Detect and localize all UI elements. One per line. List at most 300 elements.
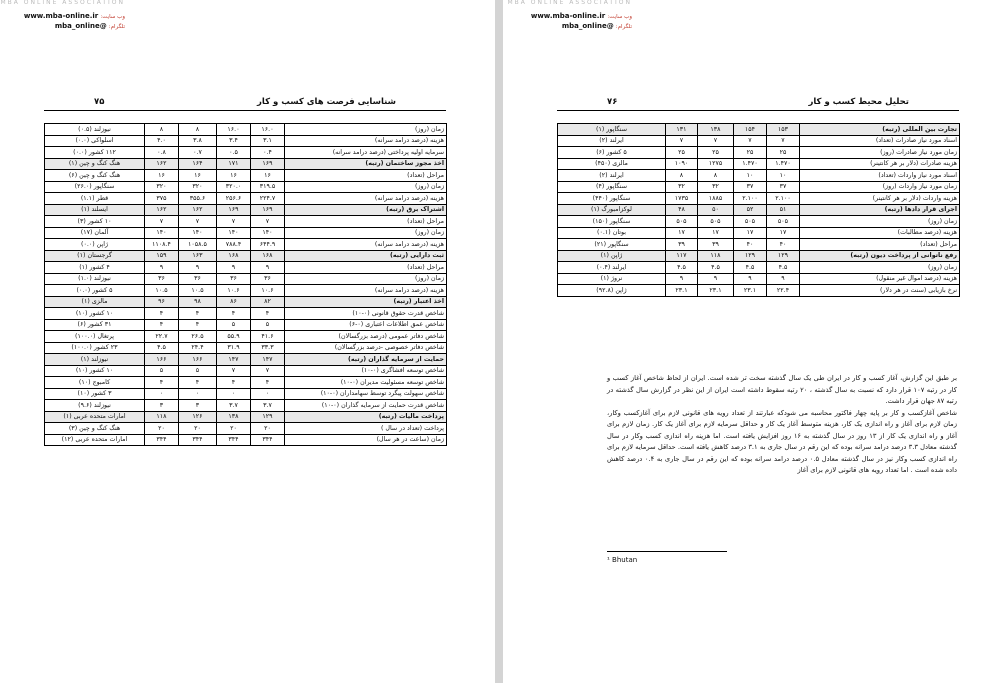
value-cell: ۴.۵ (145, 342, 179, 354)
value-cell: ۷ (251, 365, 285, 377)
value-cell: ۱۷ (666, 227, 698, 239)
value-cell: ۰ (251, 388, 285, 400)
value-cell: ۷ (145, 216, 179, 228)
value-cell: ۴ (179, 377, 217, 389)
telegram-link[interactable]: @mba_online (54, 22, 107, 30)
table-row (558, 285, 960, 297)
value-cell: ۱۷۱ (217, 158, 251, 170)
table-row (45, 388, 447, 400)
value-cell: ۳۴۴ (251, 434, 285, 446)
value-cell: ۷ (179, 216, 217, 228)
value-cell: ۱۶۶ (145, 354, 179, 366)
indicator-label-cell: پرداخت (تعداد در سال ) (285, 423, 447, 435)
page-number: ۷۵ (94, 97, 105, 107)
value-cell: ۱۴۰ (145, 227, 179, 239)
value-cell: ۳۷ (734, 181, 767, 193)
value-cell: ۳.۷ (251, 400, 285, 412)
best-performer-cell: ایرلند (۲) (558, 135, 666, 147)
indicator-label-cell: زمان (روز) (800, 216, 960, 228)
footnote: ¹ Bhutan (607, 556, 638, 564)
telegram-label: تلگرام: (615, 24, 632, 30)
best-performer-cell: هنگ کنگ و چین (۳) (45, 423, 145, 435)
value-cell: ۴ (251, 308, 285, 320)
indicator-label-cell: زمان (روز) (285, 124, 447, 136)
value-cell: ۱۶.۰ (217, 124, 251, 136)
value-cell: ۴ (179, 319, 217, 331)
value-cell: ۷ (251, 216, 285, 228)
table-row (558, 158, 960, 170)
indicator-label-cell: ثبت دارایی (رتبه) (285, 250, 447, 262)
table-row (558, 193, 960, 205)
value-cell: ۱۴۰ (179, 227, 217, 239)
value-cell: ۳ (179, 400, 217, 412)
best-performer-cell: لوکزامبورگ (۱) (558, 204, 666, 216)
page-title: شناسایی فرصت های کسب و کار (256, 97, 396, 107)
value-cell: ۵۰۵ (698, 216, 734, 228)
table-row (45, 331, 447, 343)
value-cell: ۰ (217, 388, 251, 400)
table-row (45, 216, 447, 228)
value-cell: ۹ (145, 262, 179, 274)
value-cell: ۹ (251, 262, 285, 274)
value-cell: ۷ (767, 135, 800, 147)
value-cell: ۵ (145, 365, 179, 377)
value-cell: ۵۱ (767, 204, 800, 216)
table-row (558, 273, 960, 285)
table-row (558, 216, 960, 228)
best-performer-cell: ژاپن (۱) (558, 250, 666, 262)
value-cell: ۷ (698, 135, 734, 147)
value-cell: ۱۴۷ (251, 354, 285, 366)
value-cell: ۱۰ (734, 170, 767, 182)
value-cell: ۸ (666, 170, 698, 182)
best-performer-cell: ۳ کشور (۱۰) (45, 388, 145, 400)
value-cell: ۵۰۵ (666, 216, 698, 228)
table-row (558, 227, 960, 239)
best-performer-cell: نیوزلند (۱.۰) (45, 273, 145, 285)
value-cell: ۲۴.۴ (179, 342, 217, 354)
body-paragraph (607, 373, 957, 477)
value-cell: ۹۸ (179, 296, 217, 308)
value-cell: ۱۱۷ (666, 250, 698, 262)
best-performer-cell: آلمان (۱۷) (45, 227, 145, 239)
table-row (558, 181, 960, 193)
value-cell: ۱.۴۷۰ (734, 158, 767, 170)
value-cell: ۲.۱۰۰ (767, 193, 800, 205)
value-cell: ۲۲.۷ (145, 331, 179, 343)
table-row (45, 147, 447, 159)
footnote-divider (607, 551, 727, 552)
indicator-label-cell: شاخص دفاتر خصوصی -درصد بزرگسالان) (285, 342, 447, 354)
value-cell: ۲.۱۰۰ (734, 193, 767, 205)
value-cell: ۹ (698, 273, 734, 285)
value-cell: ۱۶۳ (179, 250, 217, 262)
value-cell: ۷ (217, 365, 251, 377)
value-cell: ۴.۰ (145, 135, 179, 147)
table-section-row (558, 124, 960, 136)
value-cell: ۱۶ (179, 170, 217, 182)
value-cell: ۹ (179, 262, 217, 274)
best-performer-cell: سنگاپور (۲۶.۰) (45, 181, 145, 193)
value-cell: ۴ (217, 308, 251, 320)
page-number: ۷۶ (607, 97, 618, 107)
logo-text: MBA ONLINE ASSOCIATION (507, 0, 632, 6)
value-cell: ۸۶ (217, 296, 251, 308)
site-url-link[interactable]: www.mba-online.ir (23, 12, 99, 20)
value-cell: ۳۶ (179, 273, 217, 285)
value-cell: ۲۶.۵ (179, 331, 217, 343)
table-row (45, 308, 447, 320)
best-performer-cell: ۳۱ کشور (۶) (45, 319, 145, 331)
value-cell: ۲۰ (179, 423, 217, 435)
value-cell: ۴ (217, 377, 251, 389)
indicator-label-cell: هزینه واردات (دلار بر هر کانتینر) (800, 193, 960, 205)
value-cell: ۷ (734, 135, 767, 147)
paragraph-2: شاخص آغازکسب و کار بر پایه چهار فاکتور محاسبه می شودکه عبارتند از تعداد رویه های قانونی لازم برای آغازکسب وکار، زمان لازم برای آغاز و راه اندازی یک کار، هزینه متوسط آغاز یک کار و حداقل سرمایه لازم برای آغاز یک کار. زمان لازم برای آغاز و راه اندازی یک کار از ۱۳ روز در سال گذشته به ۱۶ روز افزایش یافته است. اما هزینه راه اندازی کسب وکار در سال گذشته معادل ۳.۳ درصد درامد سرانه بوده که این رقم در سال جاری به ۳.۱ درصد کاهش یافته است. حداقل سرمایه لازم برای راه اندازی کسب وکار نیز در سال گذشته معادل ۰.۵ درصد درامد سرانه بوده که این رقم در سال جاری به ۰.۴ درصد کاهش داده شده است . اما تعداد رویه های قانونی لازم برای آغاز (607, 408, 958, 474)
value-cell: ۵۰۵ (734, 216, 767, 228)
value-cell: ۴ (145, 377, 179, 389)
value-cell: ۱۶ (145, 170, 179, 182)
best-performer-cell: نیوزلند (۱) (45, 354, 145, 366)
paragraph-1: بر طبق این گزارش، آغاز کسب و کار در ایران طی یک سال گذشته سخت تر شده است. ایران از لحاظ شاخص آغاز کسب و کار در رتبه ۱۰۷ قرار دارد که نسبت به سال گذشته ، ۲۰ رتبه سقوط داشته است ایران از این نظر در گزارش سال گذشته در رتبه ۸۷ جهان قرار داشت. (607, 374, 957, 405)
value-cell: ۹ (217, 262, 251, 274)
value-cell: ۲۳.۱ (698, 285, 734, 297)
best-performer-cell: امارات متحده عربی (۱) (45, 411, 145, 423)
value-cell: ۱۵۴ (734, 124, 767, 136)
value-cell: ۳۶ (217, 273, 251, 285)
value-cell: ۱۷ (734, 227, 767, 239)
indicator-label-cell: هزینه (درصد درامد سرانه) (285, 239, 447, 251)
value-cell: ۲۰ (217, 423, 251, 435)
value-cell: ۴۰ (734, 239, 767, 251)
indicator-label-cell: شاخص توسعه افشاگری (۰-۱۰) (285, 365, 447, 377)
value-cell: ۱۷ (767, 227, 800, 239)
value-cell: ۱۲۹ (734, 250, 767, 262)
best-performer-cell: اسلواکی (۰.۰) (45, 135, 145, 147)
indicator-label-cell: اخذ اعتبار (رتبه) (285, 296, 447, 308)
value-cell: ۱۷ (698, 227, 734, 239)
indicator-label-cell: شاخص عمق اطلاعات اعتباری (۰-۶) (285, 319, 447, 331)
indicator-label-cell: اجرای قرار دادها (رتبه) (800, 204, 960, 216)
value-cell: ۳۲۰.۰ (217, 181, 251, 193)
value-cell: ۱۱۸ (145, 411, 179, 423)
table-row (45, 423, 447, 435)
indicator-label-cell: هزینه صادرات (دلار بر هر کانتینر) (800, 158, 960, 170)
value-cell: ۴.۵ (666, 262, 698, 274)
indicator-label-cell: زمان مورد نیاز صادرات (روز) (800, 147, 960, 159)
value-cell: ۲۲.۴ (767, 285, 800, 297)
best-performer-cell: ۲۳ کشور (۱۰۰.۰) (45, 342, 145, 354)
value-cell: ۳۳.۳ (251, 342, 285, 354)
table-row (45, 170, 447, 182)
value-cell: ۲۵۶.۶ (217, 193, 251, 205)
best-performer-cell: سنگاپور (۴۴۰) (558, 193, 666, 205)
value-cell: ۸۲ (251, 296, 285, 308)
value-cell: ۳۲ (698, 181, 734, 193)
indicator-label-cell: هزینه (درصد اموال غیر منقول) (800, 273, 960, 285)
table-section-row (45, 204, 447, 216)
indicator-label-cell: زمان (روز) (285, 181, 447, 193)
value-cell: ۵۲ (734, 204, 767, 216)
indicator-label-cell: زمان مورد نیاز واردات (روز) (800, 181, 960, 193)
indicator-label-cell: تجارت بین المللی (رتبه) (800, 124, 960, 136)
best-performer-cell: ژاپن (۹۲.۸) (558, 285, 666, 297)
value-cell: ۰.۴ (251, 147, 285, 159)
value-cell: ۳۹ (698, 239, 734, 251)
value-cell: ۳۴۴ (217, 434, 251, 446)
best-performer-cell: بوتان (۰.۱) (558, 227, 666, 239)
indicator-label-cell: نرخ بازیابی (سنت در هر دلار) (800, 285, 960, 297)
running-header (557, 96, 959, 111)
best-performer-cell: ۴ کشور (۱) (45, 262, 145, 274)
value-cell: ۸ (698, 170, 734, 182)
indicator-label-cell: هزینه (درصد مطالبات) (800, 227, 960, 239)
indicator-label-cell: شاخص قدرت حمایت از سرمایه گذاران (۰-۱۰) (285, 400, 447, 412)
indicator-label-cell: اسناد مورد نیاز واردات (تعداد) (800, 170, 960, 182)
value-cell: ۴.۵ (698, 262, 734, 274)
table-section-row (558, 250, 960, 262)
value-cell: ۱۰۹۰ (666, 158, 698, 170)
value-cell: ۱۲۷۵ (698, 158, 734, 170)
best-performer-cell: ۱۰ کشور (۳) (45, 216, 145, 228)
value-cell: ۱۰.۶ (251, 285, 285, 297)
value-cell: ۴۸ (666, 204, 698, 216)
value-cell: ۱۳۱ (666, 124, 698, 136)
table-row (45, 319, 447, 331)
best-performer-cell: ۱۰ کشور (۱۰) (45, 365, 145, 377)
value-cell: ۰.۷ (179, 147, 217, 159)
value-cell: ۵ (217, 319, 251, 331)
value-cell: ۱۴۰ (251, 227, 285, 239)
value-cell: ۳ (145, 400, 179, 412)
value-cell: ۱۶.۰ (251, 124, 285, 136)
table-row (45, 342, 447, 354)
indicator-label-cell: حمایت از سرمایه گذاران (رتبه) (285, 354, 447, 366)
value-cell: ۳.۸ (179, 135, 217, 147)
value-cell: ۳۴۴ (145, 434, 179, 446)
value-cell: ۹ (666, 273, 698, 285)
value-cell: ۱۰.۵ (179, 285, 217, 297)
value-cell: ۱۳۸ (217, 411, 251, 423)
value-cell: ۱۷۳۵ (666, 193, 698, 205)
table-row (45, 227, 447, 239)
indicator-label-cell: هزینه (درصد درامد سرانه) (285, 135, 447, 147)
value-cell: ۹۶ (145, 296, 179, 308)
value-cell: ۱.۴۷۰ (767, 158, 800, 170)
value-cell: ۵ (179, 365, 217, 377)
right-page (503, 0, 997, 683)
value-cell: ۴ (145, 308, 179, 320)
value-cell: ۱۵۳ (767, 124, 800, 136)
indicator-label-cell: اشتراک برق (رتبه) (285, 204, 447, 216)
value-cell: ۱۰.۶ (217, 285, 251, 297)
value-cell: ۳۵۵.۶ (179, 193, 217, 205)
table-section-row (45, 158, 447, 170)
value-cell: ۲۵ (666, 147, 698, 159)
value-cell: ۴ (145, 319, 179, 331)
table-row (558, 239, 960, 251)
indicator-label-cell: پرداخت مالیات (رتبه) (285, 411, 447, 423)
indicator-label-cell: هزینه (درصد درامد سرانه) (285, 193, 447, 205)
value-cell: ۵۰ (698, 204, 734, 216)
table-row (558, 147, 960, 159)
site-url-link[interactable]: www.mba-online.ir (530, 12, 606, 20)
best-performer-cell: ۵ کشور (۰.۰) (45, 285, 145, 297)
table-row (45, 181, 447, 193)
value-cell: ۱۴۷ (217, 354, 251, 366)
value-cell: ۲۳.۱ (666, 285, 698, 297)
table-section-row (45, 354, 447, 366)
value-cell: ۱۶۲ (145, 158, 179, 170)
table-section-row (45, 411, 447, 423)
value-cell: ۴۱.۶ (251, 331, 285, 343)
site-label: وب سایت: (100, 14, 125, 20)
page-gutter (495, 0, 503, 683)
indicator-label-cell: زمان (ساعت در هر سال) (285, 434, 447, 446)
best-performer-cell: امارات متحده عربی (۱۲) (45, 434, 145, 446)
value-cell: ۲۳.۱ (734, 285, 767, 297)
value-cell: ۱۶ (251, 170, 285, 182)
indicator-label-cell: شاخص قدرت حقوق قانونی (۰-۱۰) (285, 308, 447, 320)
value-cell: ۴.۵ (734, 262, 767, 274)
value-cell: ۳۴۴ (179, 434, 217, 446)
value-cell: ۰ (145, 388, 179, 400)
value-cell: ۱۱۰۸.۴ (145, 239, 179, 251)
value-cell: ۱۰ (767, 170, 800, 182)
value-cell: ۴ (179, 308, 217, 320)
indicator-label-cell: رفع ناتوانی از پرداخت دیون (رتبه) (800, 250, 960, 262)
best-performer-cell: سنگاپور (۲۱) (558, 239, 666, 251)
page-header (507, 0, 632, 32)
value-cell: ۷ (217, 216, 251, 228)
table-row (45, 193, 447, 205)
value-cell: ۳۲۰ (145, 181, 179, 193)
value-cell: ۳۶ (251, 273, 285, 285)
table-row (45, 400, 447, 412)
best-performer-cell: هنگ کنگ و چین (۱) (45, 158, 145, 170)
best-performer-cell: ایرلند (۲) (558, 170, 666, 182)
table-row (45, 273, 447, 285)
best-performer-cell: کامبوج (۱۰) (45, 377, 145, 389)
value-cell: ۱۲۹ (251, 411, 285, 423)
value-cell: ۵۵.۹ (217, 331, 251, 343)
indicator-label-cell: اسناد مورد نیاز صادرات (تعداد) (800, 135, 960, 147)
indicator-label-cell: شاخص سهولت پیگرد توسط سهامداران (۰-۱۰) (285, 388, 447, 400)
value-cell: ۱۱۸ (698, 250, 734, 262)
best-performer-cell: نیوزلند (۹.۶) (45, 400, 145, 412)
page-header (0, 0, 125, 32)
value-cell: ۱۳۸ (698, 124, 734, 136)
best-performer-cell: سنگاپور (۴) (558, 181, 666, 193)
best-performer-cell: نروژ (۱) (558, 273, 666, 285)
value-cell: ۳.۱ (251, 135, 285, 147)
value-cell: ۳.۴ (217, 135, 251, 147)
value-cell: ۸ (145, 124, 179, 136)
value-cell: ۹ (734, 273, 767, 285)
table-section-row (45, 250, 447, 262)
value-cell: ۱۶۹ (251, 158, 285, 170)
value-cell: ۲۲۴.۷ (251, 193, 285, 205)
best-performer-cell: گرجستان (۱) (45, 250, 145, 262)
indicator-table (44, 123, 447, 446)
value-cell: ۴.۵ (767, 262, 800, 274)
value-cell: ۱۰۵۸.۵ (179, 239, 217, 251)
site-label: وب سایت: (607, 14, 632, 20)
best-performer-cell: ایرلند (۰.۴) (558, 262, 666, 274)
value-cell: ۱۸۸۵ (698, 193, 734, 205)
table-row (45, 377, 447, 389)
value-cell: ۵ (251, 319, 285, 331)
indicator-label-cell: اخذ مجوز ساختمان (رتبه) (285, 158, 447, 170)
value-cell: ۳۹ (666, 239, 698, 251)
indicator-label-cell: هزینه (درصد درامد سرانه) (285, 285, 447, 297)
indicator-label-cell: زمان (روز) (285, 227, 447, 239)
table-section-row (558, 204, 960, 216)
value-cell: ۳۶ (145, 273, 179, 285)
indicator-label-cell: مراحل (تعداد) (285, 262, 447, 274)
value-cell: ۳۷۵ (145, 193, 179, 205)
value-cell: ۱۶۲ (179, 204, 217, 216)
value-cell: ۳۷ (767, 181, 800, 193)
value-cell: ۲۵ (767, 147, 800, 159)
value-cell: ۱۶۲ (145, 204, 179, 216)
indicator-label-cell: مراحل (تعداد) (285, 216, 447, 228)
value-cell: ۰.۵ (217, 147, 251, 159)
value-cell: ۲۵ (698, 147, 734, 159)
indicator-label-cell: شاخص توسعه مسئولیت مدیران (۰-۱۰) (285, 377, 447, 389)
value-cell: ۸ (179, 124, 217, 136)
value-cell: ۵۰۵ (767, 216, 800, 228)
best-performer-cell: سنگاپور (۱) (558, 124, 666, 136)
value-cell: ۲۵ (734, 147, 767, 159)
best-performer-cell: هنگ کنگ و چین (۶) (45, 170, 145, 182)
value-cell: ۱۶۹ (251, 204, 285, 216)
telegram-link[interactable]: @mba_online (561, 22, 614, 30)
value-cell: ۹ (767, 273, 800, 285)
indicator-label-cell: زمان (روز) (285, 273, 447, 285)
indicator-label-cell: مراحل (تعداد) (285, 170, 447, 182)
telegram-label: تلگرام: (108, 24, 125, 30)
value-cell: ۱۶ (217, 170, 251, 182)
best-performer-cell: ۱۱۲ کشور (۰.۰) (45, 147, 145, 159)
value-cell: ۲۰ (145, 423, 179, 435)
table-row (558, 135, 960, 147)
table-row (558, 170, 960, 182)
best-performer-cell: سنگاپور (۱۵۰) (558, 216, 666, 228)
best-performer-cell: ۱۰ کشور (۱۰) (45, 308, 145, 320)
value-cell: ۱۴۰ (217, 227, 251, 239)
value-cell: ۱۲۹ (767, 250, 800, 262)
value-cell: ۳۲۰ (179, 181, 217, 193)
left-page (0, 0, 495, 683)
value-cell: ۴۰ (767, 239, 800, 251)
table-row (45, 285, 447, 297)
value-cell: ۱۶۸ (251, 250, 285, 262)
table-row (45, 262, 447, 274)
value-cell: ۰.۸ (145, 147, 179, 159)
value-cell: ۷ (666, 135, 698, 147)
indicator-table (557, 123, 960, 297)
value-cell: ۱۶۹ (217, 204, 251, 216)
indicator-label-cell: مراحل (تعداد) (800, 239, 960, 251)
table-row (45, 239, 447, 251)
best-performer-cell: مالزی (۱) (45, 296, 145, 308)
value-cell: ۷۸۸.۴ (217, 239, 251, 251)
best-performer-cell: مالزی (۴۵۰) (558, 158, 666, 170)
best-performer-cell: قطر (۱.۱) (45, 193, 145, 205)
table-section-row (45, 296, 447, 308)
value-cell: ۴ (251, 377, 285, 389)
